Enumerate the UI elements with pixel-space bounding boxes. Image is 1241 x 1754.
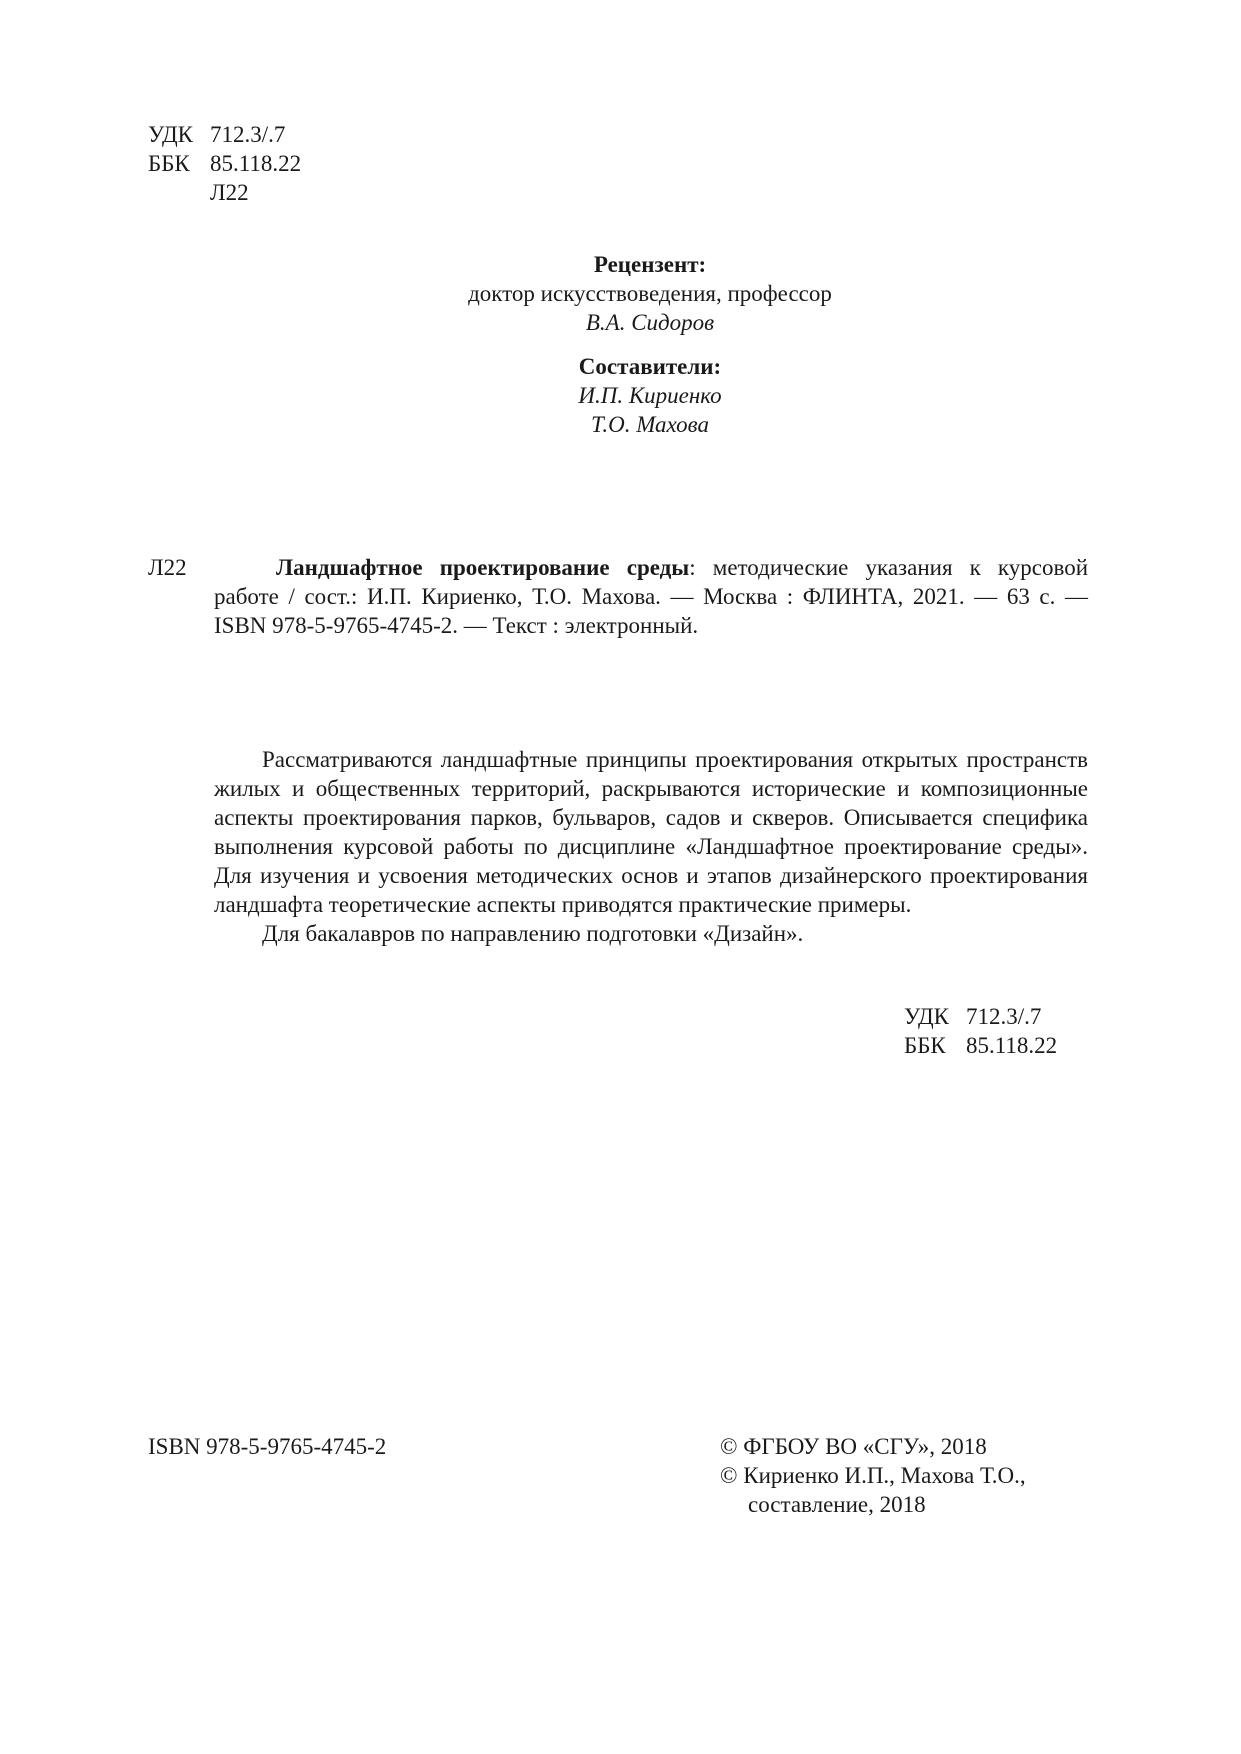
copyright-line: составление, 2018: [748, 1492, 926, 1517]
reviewer-heading: Рецензент:: [593, 252, 707, 277]
annotation-audience: Для бакалавров по направлению подготовки «Дизайн».: [262, 921, 804, 946]
header-codes: [148, 120, 301, 207]
udk-line: [148, 120, 301, 149]
copyright-block: [720, 1432, 1026, 1519]
compilers-block: [300, 352, 1000, 439]
copyright-line: © ФГБОУ ВО «СГУ», 2018: [720, 1434, 987, 1459]
compilers-heading: Составители:: [578, 354, 722, 379]
reviewer-name: В.А. Сидоров: [585, 310, 715, 335]
footer-codes: [904, 1002, 1057, 1060]
author-mark: Л22: [210, 180, 249, 205]
reviewer-block: [300, 250, 1000, 337]
annotation: [214, 745, 1088, 948]
bbk-label: ББК: [148, 151, 190, 176]
copyright-line: © Кириенко И.П., Махова Т.О.,: [720, 1463, 1026, 1488]
udk-value: 712.3/.7: [210, 122, 286, 147]
udk-label: УДК: [904, 1004, 949, 1029]
compiler-name: Т.О. Махова: [591, 412, 709, 437]
bbk-line: [148, 149, 301, 178]
udk-line: [904, 1002, 1057, 1031]
bbk-value: 85.118.22: [966, 1033, 1058, 1058]
udk-label: УДК: [148, 122, 193, 147]
annotation-paragraph: Рассматриваются ландшафтные принципы проектирования открытых пространств жилых и общественных территорий, раскрываются исторические и композиционные аспекты проектирования парков, бульваров, садов и скверов. Описывается специфика выполнения курсовой работы по дисциплине «Ландшафтное проектирование среды». Для изучения и усвоения методических основ и этапов дизайнерского проектирования ландшафта теоретические аспекты приводятся практические примеры.: [214, 747, 1088, 917]
udk-value: 712.3/.7: [966, 1004, 1042, 1029]
reviewer-title: доктор искусствоведения, профессор: [468, 281, 832, 306]
isbn: ISBN 978-5-9765-4745-2: [148, 1434, 387, 1459]
bbk-value: 85.118.22: [210, 151, 302, 176]
bib-details: : методические указания к курсовой работе / сост.: И.П. Кириенко, Т.О. Махова. — Москва : ФЛИНТА, 2021. — 63 с. — ISBN 978-5-9765-4745-2. — Текст : электронный.: [214, 555, 1088, 638]
author-mark-line: [148, 178, 301, 207]
compiler-name: И.П. Кириенко: [578, 383, 722, 408]
bib-title: Ландшафтное проектирование среды: [276, 555, 690, 580]
bbk-line: [904, 1031, 1057, 1060]
bbk-label: ББК: [904, 1033, 946, 1058]
bib-record: [214, 553, 1088, 640]
bib-mark: Л22: [148, 555, 187, 580]
